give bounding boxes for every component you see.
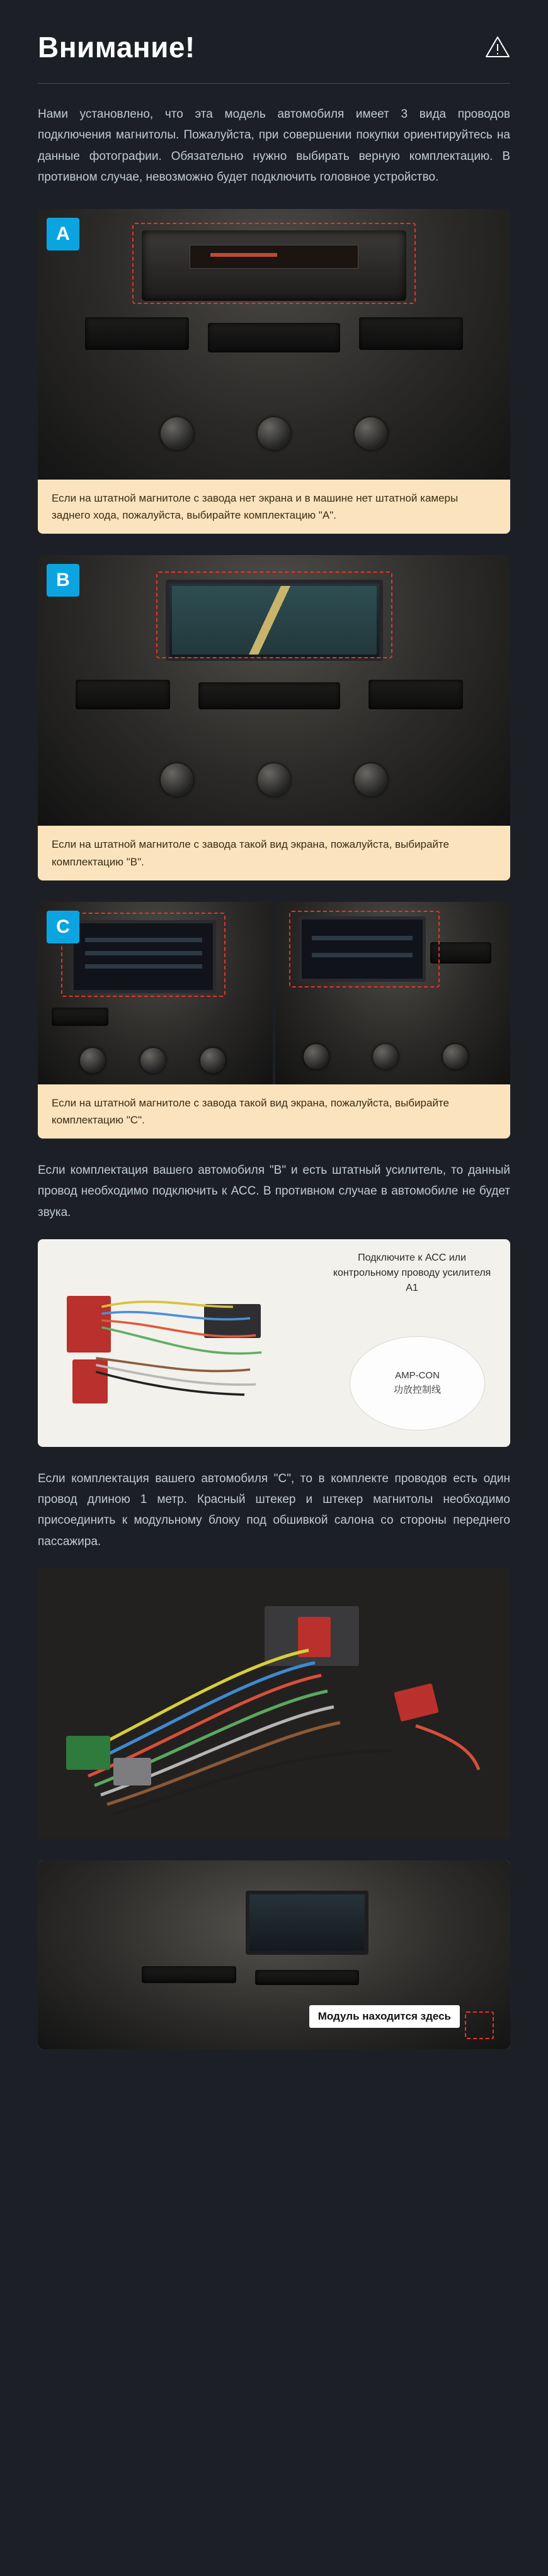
variant-caption-b: Если на штатной магнитоле с завода такой вид экрана, пожалуйста, выбирайте комплектацию "В". (38, 826, 510, 880)
climate-knob-row-b (161, 761, 387, 799)
variant-caption-c: Если на штатной магнитоле с завода такой вид экрана, пожалуйста, выбирайте комплектацию "С". (38, 1084, 510, 1139)
green-connector (66, 1736, 110, 1770)
air-vent-left (142, 1966, 236, 1983)
module-location-photo (38, 1860, 510, 2049)
air-vent-left (52, 1008, 108, 1026)
climate-knob-row-c-left (80, 1048, 225, 1074)
wiring-harness-graphic (62, 1273, 336, 1418)
variant-badge-c: C (47, 911, 79, 943)
module-wiring-paragraph: Если комплектация вашего автомобиля "С", то в комплекте проводов есть один провод длиною 1 метр. Красный штекер и штекер магнитолы необходимо присоединить к модульному блоку под обшивкой салона со стороны переднего пассажира. (38, 1471, 510, 1548)
variant-block-c (38, 902, 510, 1139)
variant-caption-a: Если на штатной магнитоле с завода нет экрана и в машине нет штатной камеры заднего хода, пожалуйста, выбирайте комплектацию "А". (38, 480, 510, 534)
amp-con-callout (350, 1336, 485, 1431)
car-dashboard-image (38, 1860, 510, 2049)
page-header (0, 0, 548, 77)
climate-knob (258, 417, 290, 450)
warning-triangle-icon (485, 35, 510, 59)
climate-knob-row-c-right (304, 1044, 468, 1070)
wire-bundle (62, 1273, 336, 1410)
highlight-outline-b (156, 571, 392, 658)
climate-knob (258, 763, 290, 796)
amp-con-label-cn: 功放控制线 (393, 1384, 441, 1395)
highlight-outline-a (132, 223, 416, 304)
header-divider (38, 83, 510, 84)
climate-knob (80, 1048, 105, 1073)
car-interior-image-c-right (275, 902, 510, 1084)
climate-knob (373, 1044, 398, 1069)
module-location-outline (465, 2011, 494, 2039)
module-wiring-graphic (38, 1568, 510, 1839)
highlight-outline-c-right (289, 911, 440, 987)
highlight-outline-c-left (61, 913, 225, 996)
amp-connection-note: Подключите к АСС или контрольному проводу усилителя А1 (333, 1252, 491, 1293)
amp-con-label-en: AMP-CON (395, 1370, 440, 1381)
air-vent-center (208, 323, 340, 352)
variant-block-b (38, 555, 510, 880)
climate-knob (355, 763, 387, 796)
amp-wiring-photo (38, 1239, 510, 1447)
module-location-label: Модуль находится здесь (309, 2005, 460, 2028)
grey-connector (113, 1758, 151, 1786)
climate-knob-row-a (161, 415, 387, 453)
photo-variant-c (38, 902, 510, 1084)
climate-knob (355, 417, 387, 450)
intro-paragraph: Нами установлено, что эта модель автомобиля имеет 3 вида проводов подключения магнитолы. Пожалуйста, при совершении покупки ориентируйтесь на данные фотографии. Обязательно нужно выбирать верную комплектацию. В противном случае, невозможно будет подключить головное устройство. (38, 108, 510, 184)
air-vent-right (359, 317, 463, 350)
module-wiring-photo (38, 1568, 510, 1839)
climate-knob (200, 1048, 225, 1073)
wire-bundle-large (38, 1568, 510, 1839)
photo-variant-b (38, 555, 510, 826)
page-title: Внимание! (38, 31, 195, 64)
air-vent-center (255, 1970, 359, 1985)
variant-badge-a: A (47, 218, 79, 250)
climate-knob (304, 1044, 329, 1069)
climate-knob (161, 417, 193, 450)
climate-knob (443, 1044, 468, 1069)
photo-variant-a (38, 209, 510, 480)
variant-block-a (38, 209, 510, 534)
air-vent-center (198, 682, 340, 709)
variant-badge-b: B (47, 564, 79, 597)
air-vent-left (76, 680, 170, 709)
dashboard-head-unit-display (246, 1891, 368, 1955)
amp-wiring-paragraph: Если комплектация вашего автомобиля "В" и есть штатный усилитель, то данный провод необходимо подключить к АСС. В противном случае в автомобиле не будет звука. (38, 1164, 510, 1219)
air-vent-right (368, 680, 463, 709)
climate-knob (161, 763, 193, 796)
air-vent-left (85, 317, 189, 350)
climate-knob (140, 1048, 166, 1073)
